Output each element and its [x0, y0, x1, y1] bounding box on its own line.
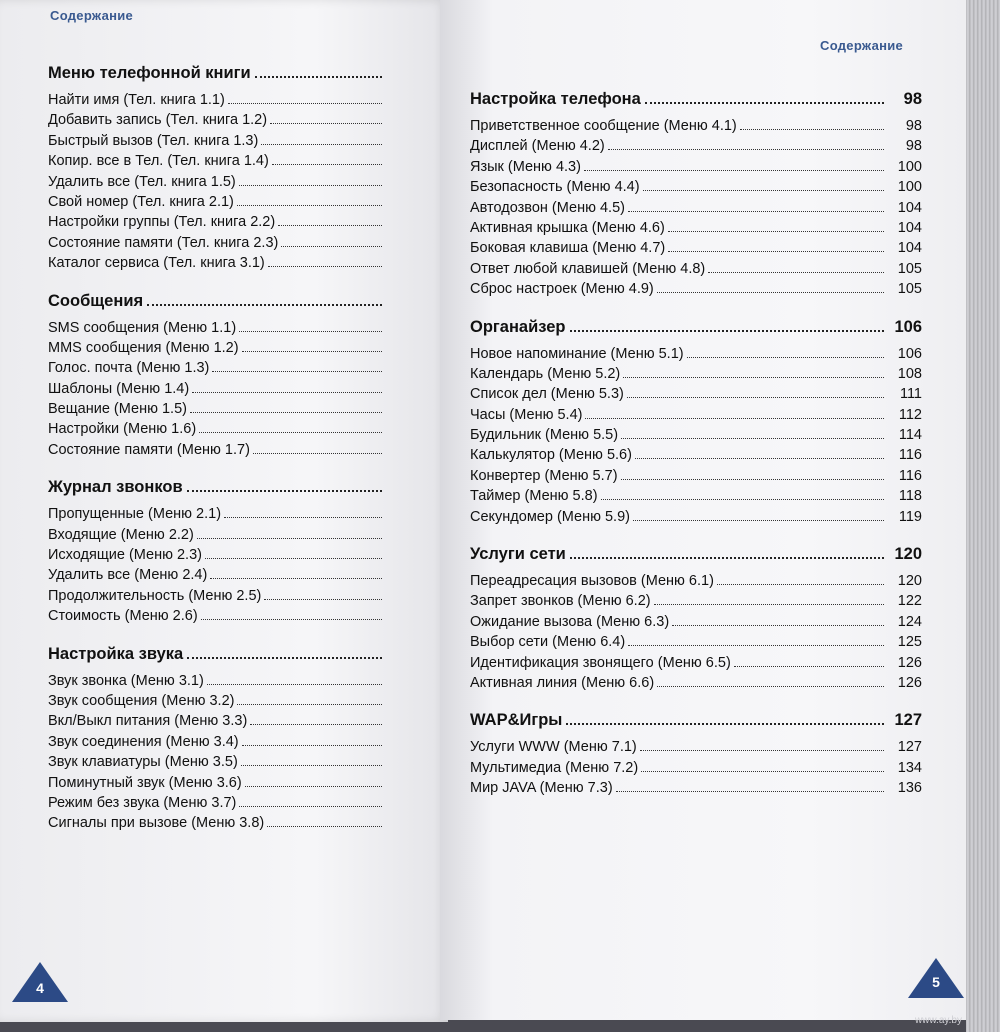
dot-leader: [281, 246, 382, 247]
dot-leader: [255, 76, 382, 78]
dot-leader: [239, 331, 382, 332]
toc-entry: [48, 340, 420, 360]
dot-leader: [192, 392, 382, 393]
entry-label: Дисплей (Меню 4.2): [470, 138, 605, 155]
entry-label: Шаблоны (Меню 1.4): [48, 380, 190, 397]
toc-entry: [470, 281, 922, 301]
dot-leader: [264, 599, 382, 600]
entry-label: Идентификация звонящего (Меню 6.5): [470, 654, 731, 671]
dot-leader: [566, 723, 884, 725]
entry-page-number: 118: [898, 488, 922, 505]
dot-leader: [242, 351, 382, 352]
dot-leader: [268, 266, 382, 267]
dot-leader: [272, 164, 382, 165]
entry-label: Пропущенные (Меню 2.1): [48, 506, 222, 523]
section-page-number: 120: [894, 545, 922, 564]
dot-leader: [267, 826, 382, 827]
toc-entry: [48, 754, 420, 774]
dot-leader: [585, 418, 884, 419]
entry-label: Поминутный звук (Меню 3.6): [48, 774, 242, 791]
entry-page-number: 114: [898, 427, 922, 444]
toc-entry: [48, 421, 420, 441]
toc-entry: [470, 675, 922, 695]
entry-page-number: 125: [897, 634, 922, 651]
dot-leader: [570, 330, 885, 332]
entry-label: Звук сообщения (Меню 3.2): [48, 692, 235, 709]
toc-entry: [470, 366, 922, 386]
toc-section: [470, 318, 922, 530]
entry-label: Состояние памяти (Тел. книга 2.3): [48, 234, 279, 251]
dot-leader: [261, 144, 382, 145]
entry-page-number: 119: [898, 508, 922, 525]
toc-entry: [48, 527, 420, 547]
section-heading: [48, 645, 420, 669]
dot-leader: [657, 686, 884, 687]
dot-leader: [253, 453, 382, 454]
dot-leader: [239, 185, 382, 186]
entry-label: Каталог сервиса (Тел. книга 3.1): [48, 255, 265, 272]
toc-entry: [470, 118, 922, 138]
watermark: www.ay.by: [914, 1015, 962, 1026]
toc-entry: [470, 488, 922, 508]
dot-leader: [628, 645, 884, 646]
toc-entry: [470, 655, 922, 675]
entry-page-number: 105: [897, 260, 922, 277]
toc-entry: [48, 693, 420, 713]
dot-leader: [270, 123, 382, 124]
right-page: [440, 0, 968, 1020]
left-page-header: Содержание: [50, 8, 134, 23]
section-heading: [470, 318, 922, 342]
dot-leader: [212, 371, 382, 372]
dot-leader: [237, 205, 382, 206]
toc-entry: [48, 795, 420, 815]
dot-leader: [628, 211, 884, 212]
dot-leader: [242, 745, 382, 746]
entry-page-number: 126: [897, 674, 922, 691]
entry-page-number: 126: [897, 654, 922, 671]
dot-leader: [199, 432, 382, 433]
entry-label: Продолжительность (Меню 2.5): [48, 587, 262, 604]
toc-entry: [470, 593, 922, 613]
dot-leader: [708, 272, 884, 273]
dot-leader: [734, 666, 884, 667]
dot-leader: [570, 557, 884, 559]
entry-label: Выбор сети (Меню 6.4): [470, 634, 626, 651]
toc-entry: [48, 815, 420, 835]
entry-page-number: 104: [897, 219, 922, 236]
toc-entry: [48, 214, 420, 234]
entry-label: Автодозвон (Меню 4.5): [470, 199, 625, 216]
left-page-number: 4: [36, 980, 44, 996]
toc-entry: [470, 220, 922, 240]
entry-page-number: 98: [905, 138, 922, 155]
toc-entry: [48, 255, 420, 275]
toc-entry: [48, 194, 420, 214]
dot-leader: [717, 584, 884, 585]
section-title: Журнал звонков: [48, 478, 183, 497]
section-heading: [48, 292, 420, 316]
entry-label: Состояние памяти (Меню 1.7): [48, 441, 250, 458]
section-title: Настройка телефона: [470, 90, 641, 108]
dot-leader: [187, 657, 382, 659]
toc-entry: [48, 381, 420, 401]
right-toc: [470, 90, 922, 817]
entry-label: Мир JAVA (Меню 7.3): [470, 780, 613, 797]
entry-label: SMS сообщения (Меню 1.1): [48, 319, 237, 336]
toc-entry: [48, 547, 420, 567]
entry-label: Боковая клавиша (Меню 4.7): [470, 240, 666, 257]
toc-entry: [48, 567, 420, 587]
entry-label: Мультимедиа (Меню 7.2): [470, 759, 639, 776]
toc-section: [48, 478, 420, 628]
dot-leader: [633, 520, 884, 521]
dot-leader: [616, 791, 884, 792]
section-title: WAP&Игры: [470, 711, 563, 730]
entry-label: Вещание (Меню 1.5): [48, 401, 187, 418]
entry-label: Запрет звонков (Меню 6.2): [470, 593, 651, 610]
dot-leader: [197, 538, 382, 539]
dot-leader: [245, 786, 382, 787]
toc-entry: [48, 775, 420, 795]
entry-label: Настройки группы (Тел. книга 2.2): [48, 214, 276, 231]
section-page-number: 127: [894, 711, 922, 730]
right-page-header: Содержание: [820, 38, 904, 53]
dot-leader: [224, 517, 382, 518]
dot-leader: [241, 765, 382, 766]
entry-page-number: 136: [897, 780, 922, 797]
toc-entry: [470, 614, 922, 634]
toc-entry: [48, 360, 420, 380]
toc-entry: [470, 573, 922, 593]
entry-page-number: 127: [897, 739, 922, 756]
entry-page-number: 134: [897, 759, 922, 776]
entry-label: Календарь (Меню 5.2): [470, 365, 621, 382]
toc-entry: [470, 739, 922, 759]
entry-label: Язык (Меню 4.3): [470, 158, 581, 175]
toc-entry: [470, 386, 922, 406]
entry-label: Новое напоминание (Меню 5.1): [470, 345, 684, 362]
entry-page-number: 112: [898, 406, 922, 423]
book-page-edges: [966, 0, 1000, 1032]
entry-label: Найти имя (Тел. книга 1.1): [48, 92, 225, 108]
dot-leader: [641, 771, 884, 772]
dot-leader: [207, 684, 382, 685]
entry-label: Ожидание вызова (Меню 6.3): [470, 613, 670, 630]
entry-label: Услуги WWW (Меню 7.1): [470, 739, 637, 756]
toc-entry: [470, 760, 922, 780]
toc-entry: [48, 174, 420, 194]
toc-entry: [470, 634, 922, 654]
toc-entry: [48, 133, 420, 153]
toc-section: [470, 711, 922, 800]
dot-leader: [237, 704, 382, 705]
toc-entry: [48, 588, 420, 608]
toc-section: [470, 90, 922, 302]
toc-entry: [470, 407, 922, 427]
entry-label: Будильник (Меню 5.5): [470, 427, 619, 444]
entry-label: Звук клавиатуры (Меню 3.5): [48, 754, 238, 771]
entry-label: Свой номер (Тел. книга 2.1): [48, 193, 234, 210]
entry-label: Быстрый вызов (Тел. книга 1.3): [48, 132, 259, 149]
dot-leader: [584, 170, 884, 171]
section-title: Сообщения: [48, 291, 144, 310]
section-heading: [470, 90, 922, 114]
entry-label: Приветственное сообщение (Меню 4.1): [470, 118, 737, 134]
toc-entry: [48, 235, 420, 255]
entry-label: Безопасность (Меню 4.4): [470, 179, 640, 196]
entry-label: Переадресация вызовов (Меню 6.1): [470, 573, 714, 590]
dot-leader: [635, 458, 884, 459]
entry-page-number: 111: [899, 386, 922, 403]
right-page-number: 5: [932, 974, 940, 990]
toc-entry: [470, 261, 922, 281]
entry-label: Настройки (Меню 1.6): [48, 421, 197, 438]
entry-label: Сброс настроек (Меню 4.9): [470, 281, 654, 298]
dot-leader: [278, 225, 382, 226]
section-page-number: 98: [903, 90, 922, 108]
toc-entry: [48, 153, 420, 173]
dot-leader: [608, 149, 884, 150]
dot-leader: [187, 490, 382, 492]
toc-entry: [48, 112, 420, 132]
entry-label: Входящие (Меню 2.2): [48, 526, 194, 543]
section-title: Услуги сети: [470, 545, 566, 564]
dot-leader: [250, 724, 382, 725]
entry-page-number: 104: [897, 199, 922, 216]
dot-leader: [627, 397, 884, 398]
entry-label: Ответ любой клавишей (Меню 4.8): [470, 260, 706, 277]
entry-page-number: 108: [897, 365, 922, 382]
entry-page-number: 122: [897, 593, 922, 610]
entry-page-number: 116: [898, 467, 922, 484]
toc-entry: [48, 442, 420, 462]
entry-page-number: 116: [898, 447, 922, 464]
entry-label: Таймер (Меню 5.8): [470, 488, 598, 505]
dot-leader: [623, 377, 884, 378]
entry-label: Режим без звука (Меню 3.7): [48, 794, 237, 811]
entry-label: Активная крышка (Меню 4.6): [470, 219, 665, 236]
entry-label: Исходящие (Меню 2.3): [48, 547, 202, 564]
entry-label: Конвертер (Меню 5.7): [470, 467, 618, 484]
dot-leader: [654, 604, 884, 605]
dot-leader: [239, 806, 382, 807]
entry-label: Добавить запись (Тел. книга 1.2): [48, 112, 268, 129]
toc-entry: [48, 734, 420, 754]
dot-leader: [147, 304, 382, 306]
toc-entry: [470, 200, 922, 220]
entry-page-number: 124: [897, 613, 922, 630]
toc-section: [470, 545, 922, 695]
entry-label: Список дел (Меню 5.3): [470, 386, 624, 403]
toc-entry: [470, 179, 922, 199]
section-title: Настройка звука: [48, 644, 184, 663]
dot-leader: [643, 190, 884, 191]
entry-label: Часы (Меню 5.4): [470, 406, 583, 423]
entry-page-number: 106: [897, 345, 922, 362]
toc-entry: [470, 240, 922, 260]
dot-leader: [210, 578, 382, 579]
dot-leader: [672, 625, 884, 626]
entry-page-number: 100: [897, 179, 922, 196]
entry-label: MMS сообщения (Меню 1.2): [48, 339, 239, 356]
section-title: Органайзер: [470, 317, 566, 336]
section-heading: [48, 478, 420, 502]
dot-leader: [621, 438, 884, 439]
section-title: Меню телефонной книги: [48, 64, 251, 82]
entry-label: Активная линия (Меню 6.6): [470, 674, 655, 691]
entry-label: Голос. почта (Меню 1.3): [48, 360, 210, 377]
toc-entry: [470, 780, 922, 800]
toc-entry: [470, 447, 922, 467]
entry-label: Секундомер (Меню 5.9): [470, 508, 630, 525]
toc-entry: [470, 159, 922, 179]
toc-section: [48, 292, 420, 463]
toc-entry: [470, 138, 922, 158]
entry-label: Копир. все в Тел. (Тел. книга 1.4): [48, 153, 269, 170]
section-heading: [48, 64, 420, 88]
dot-leader: [640, 750, 884, 751]
dot-leader: [668, 231, 884, 232]
entry-page-number: 98: [905, 118, 922, 134]
entry-label: Вкл/Выкл питания (Меню 3.3): [48, 713, 248, 730]
toc-entry: [48, 320, 420, 340]
entry-label: Удалить все (Меню 2.4): [48, 567, 208, 584]
dot-leader: [228, 103, 382, 104]
toc-entry: [48, 608, 420, 628]
toc-section: [48, 64, 420, 276]
toc-entry: [48, 506, 420, 526]
left-page: [0, 0, 448, 1022]
dot-leader: [657, 292, 884, 293]
entry-label: Звук звонка (Меню 3.1): [48, 672, 204, 689]
entry-label: Сигналы при вызове (Меню 3.8): [48, 815, 265, 832]
left-toc: [48, 64, 420, 852]
toc-entry: [470, 509, 922, 529]
toc-entry: [48, 401, 420, 421]
dot-leader: [205, 558, 382, 559]
dot-leader: [201, 619, 382, 620]
dot-leader: [668, 251, 884, 252]
dot-leader: [601, 499, 884, 500]
toc-entry: [470, 468, 922, 488]
toc-entry: [470, 427, 922, 447]
toc-section: [48, 645, 420, 836]
entry-page-number: 120: [897, 573, 922, 590]
entry-label: Стоимость (Меню 2.6): [48, 608, 198, 625]
entry-page-number: 100: [897, 158, 922, 175]
toc-entry: [48, 92, 420, 112]
dot-leader: [645, 102, 884, 104]
entry-page-number: 104: [897, 240, 922, 257]
entry-label: Удалить все (Тел. книга 1.5): [48, 173, 236, 190]
toc-entry: [470, 346, 922, 366]
section-page-number: 106: [894, 317, 922, 336]
entry-page-number: 105: [897, 281, 922, 298]
dot-leader: [740, 129, 884, 130]
entry-label: Калькулятор (Меню 5.6): [470, 447, 632, 464]
entry-label: Звук соединения (Меню 3.4): [48, 733, 239, 750]
toc-entry: [48, 713, 420, 733]
section-heading: [470, 545, 922, 569]
toc-entry: [48, 673, 420, 693]
dot-leader: [687, 357, 884, 358]
dot-leader: [190, 412, 382, 413]
dot-leader: [621, 479, 884, 480]
section-heading: [470, 711, 922, 735]
